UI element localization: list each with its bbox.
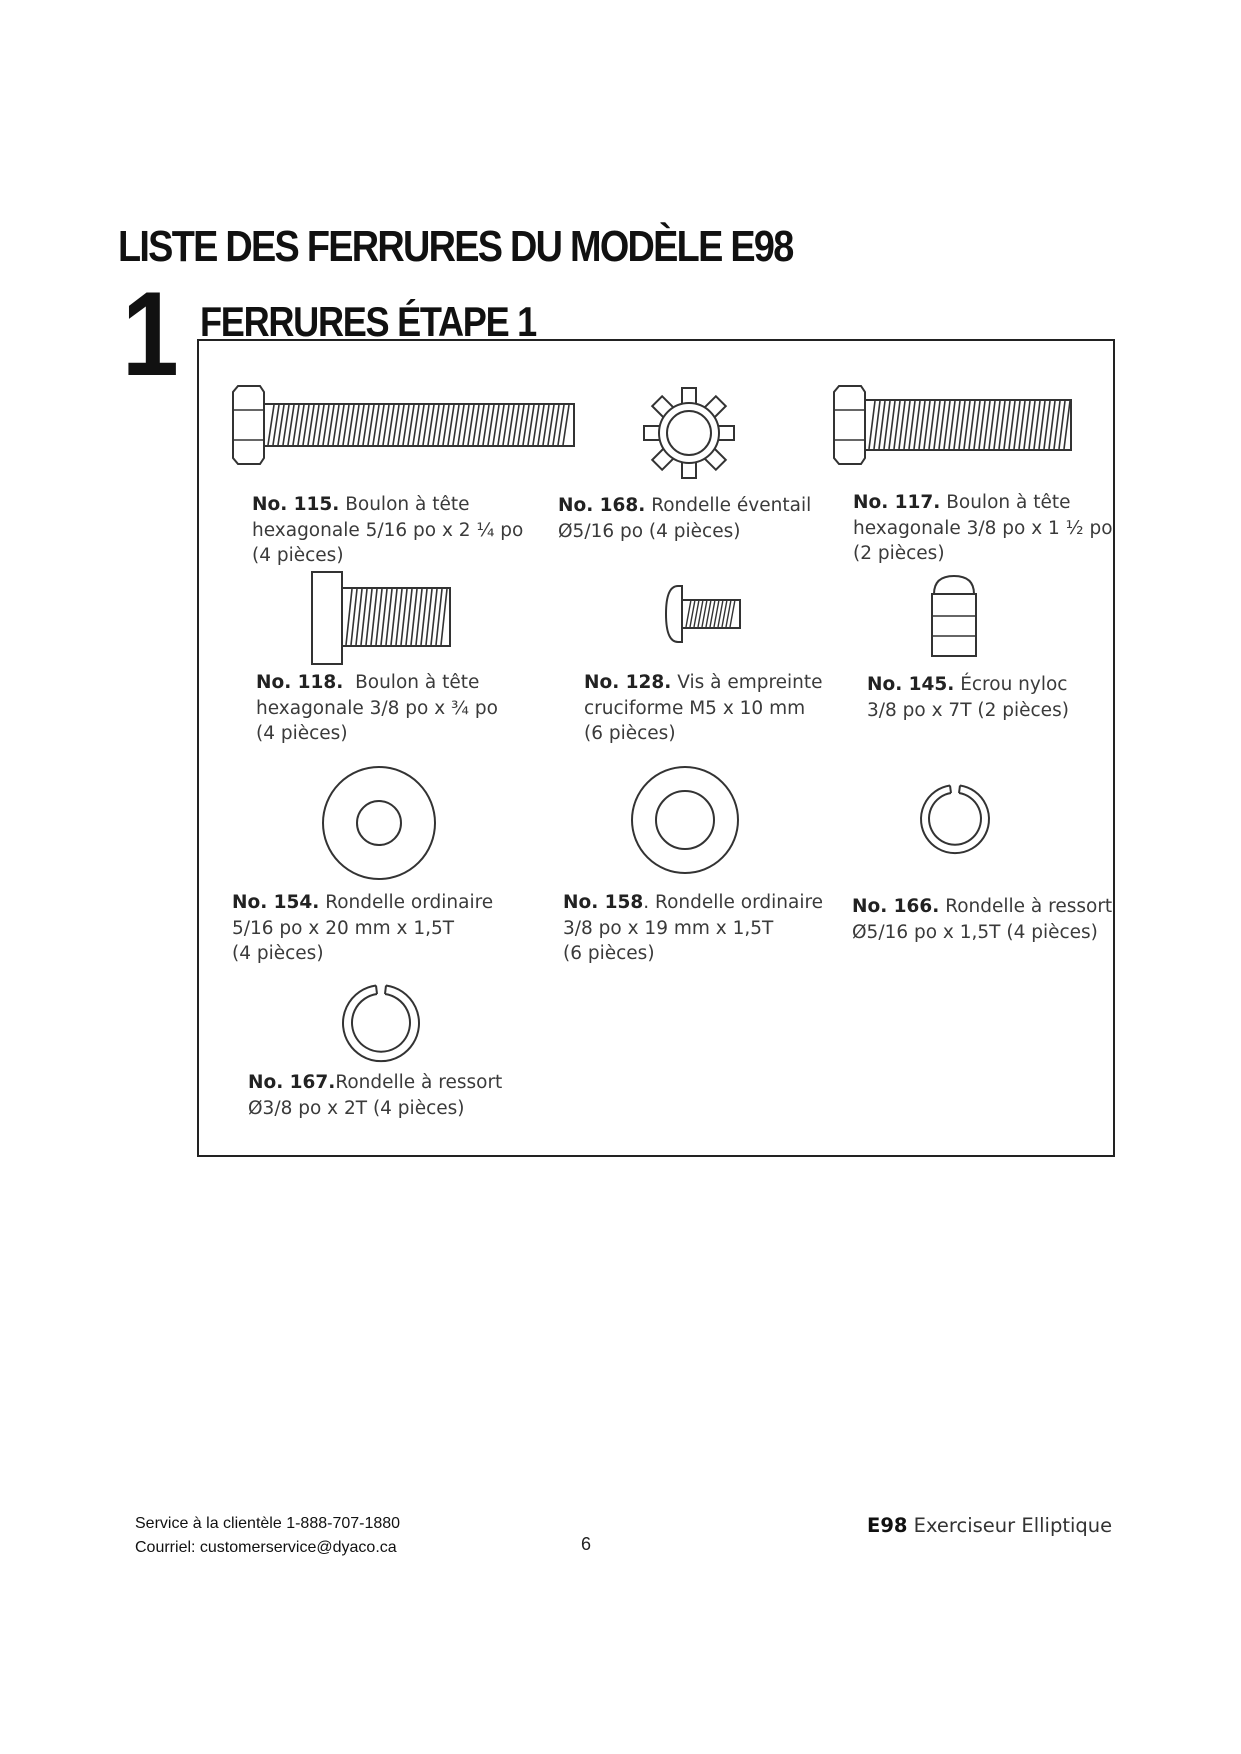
item-158-label: No. 158. Rondelle ordinaire 3/8 po x 19 mm x 1,5T (6 pièces) — [563, 892, 824, 964]
hex-bolt-icon — [228, 380, 580, 470]
item-115-label: No. 115. Boulon à tête hexagonale 5/16 po x 2 ¼ po (4 pièces) — [252, 494, 524, 566]
item-145-label: No. 145. Écrou nyloc 3/8 po x 7T (2 pièces) — [867, 674, 1069, 721]
fan-washer-icon — [640, 384, 738, 482]
item-118-label: No. 118. Boulon à tête hexagonale 3/8 po x ¾ po (4 pièces) — [256, 672, 498, 744]
nyloc-nut-icon — [928, 572, 980, 660]
flat-washer-icon — [629, 764, 741, 876]
page-number: 6 — [581, 1534, 592, 1554]
item-154-label: No. 154. Rondelle ordinaire 5/16 po x 20 mm x 1,5T (4 pièces) — [232, 892, 494, 964]
item-117-label: No. 117. Boulon à tête hexagonale 3/8 po x 1 ½ po (2 pièces) — [853, 492, 1113, 564]
spring-washer-icon — [340, 982, 422, 1064]
step-number: 1 — [122, 267, 179, 401]
phillips-screw-icon — [664, 582, 744, 646]
spring-washer-icon — [918, 782, 992, 856]
hex-bolt-short-icon — [829, 380, 1079, 470]
item-166-label: No. 166. Rondelle à ressort Ø5/16 po x 1,5T (4 pièces) — [852, 896, 1113, 943]
item-128-label: No. 128. Vis à empreinte cruciforme M5 x 10 mm (6 pièces) — [584, 672, 823, 744]
footer-email: Courriel: customerservice@dyaco.ca — [135, 1539, 397, 1556]
footer-brand: E98 Exerciseur Elliptique — [867, 1514, 1113, 1537]
page-title: LISTE DES FERRURES DU MODÈLE E98 — [118, 222, 793, 271]
step-title: FERRURES ÉTAPE 1 — [200, 298, 536, 345]
flange-bolt-icon — [310, 570, 455, 666]
footer-service: Service à la clientèle 1-888-707-1880 — [135, 1515, 401, 1532]
item-167-label: No. 167.Rondelle à ressort Ø3/8 po x 2T (4 pièces) — [248, 1072, 503, 1119]
flat-washer-icon — [320, 764, 438, 882]
item-168-label: No. 168. Rondelle éventail Ø5/16 po (4 pièces) — [558, 495, 812, 542]
footer-contact — [135, 1512, 400, 1560]
